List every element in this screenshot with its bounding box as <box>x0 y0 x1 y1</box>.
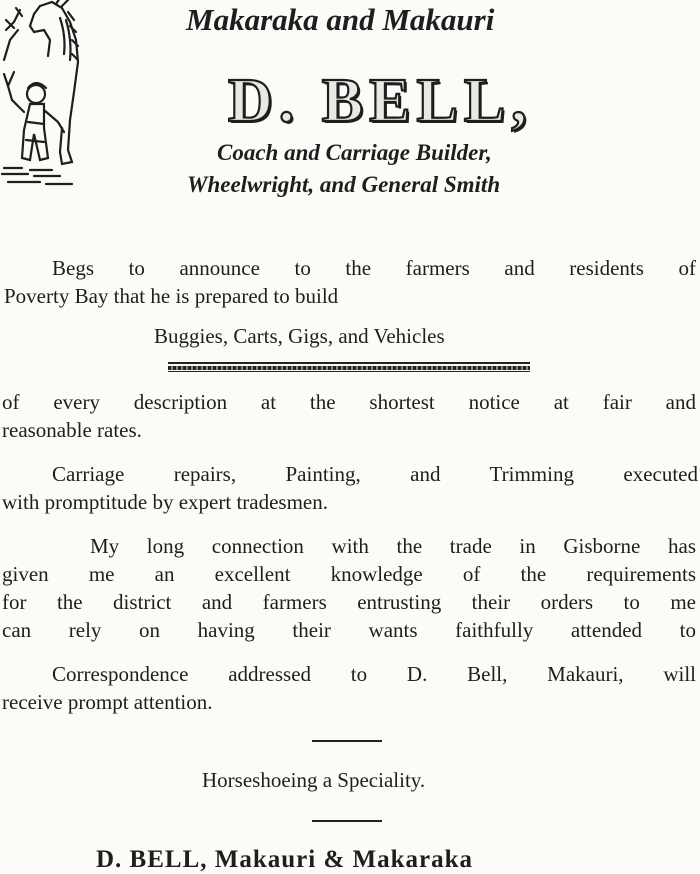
advert-subtitle-services: Wheelwright, and General Smith <box>187 172 501 197</box>
body-line: reasonable rates. <box>2 418 142 442</box>
body-line: with promptitude by expert tradesmen. <box>2 490 329 514</box>
divider-rule <box>168 366 530 370</box>
divider-rule <box>168 362 530 364</box>
speciality-line: Horseshoeing a Speciality. <box>202 768 426 792</box>
body-line: My long connection with the trade in Gisborne has <box>90 534 696 558</box>
body-line: Carriage repairs, Painting, and Trimming executed <box>52 462 698 486</box>
body-line: of every description at the shortest notice at fair and <box>2 390 696 414</box>
advertiser-name: D. BELL, <box>228 67 533 135</box>
body-line: Poverty Bay that he is prepared to build <box>4 284 339 308</box>
body-line: given me an excellent knowledge of the requirements <box>2 562 696 586</box>
divider-rule <box>168 371 530 372</box>
advertiser-signature: D. BELL, Makauri & Makaraka <box>96 846 474 873</box>
vehicles-line: Buggies, Carts, Gigs, and Vehicles <box>154 324 445 348</box>
horse-and-smith-icon <box>0 0 92 188</box>
footer-rule <box>312 820 382 822</box>
body-line: receive prompt attention. <box>2 690 213 714</box>
advert-subtitle-trade: Coach and Carriage Builder, <box>217 140 492 165</box>
body-line: can rely on having their wants faithfully attended to <box>2 618 696 642</box>
body-line: Correspondence addressed to D. Bell, Makauri, will <box>52 662 696 686</box>
body-line: Begs to announce to the farmers and residents of <box>52 256 696 280</box>
body-line: for the district and farmers entrusting their orders to me <box>2 590 696 614</box>
advert-title: Makaraka and Makauri <box>186 2 495 37</box>
footer-rule <box>312 740 382 742</box>
